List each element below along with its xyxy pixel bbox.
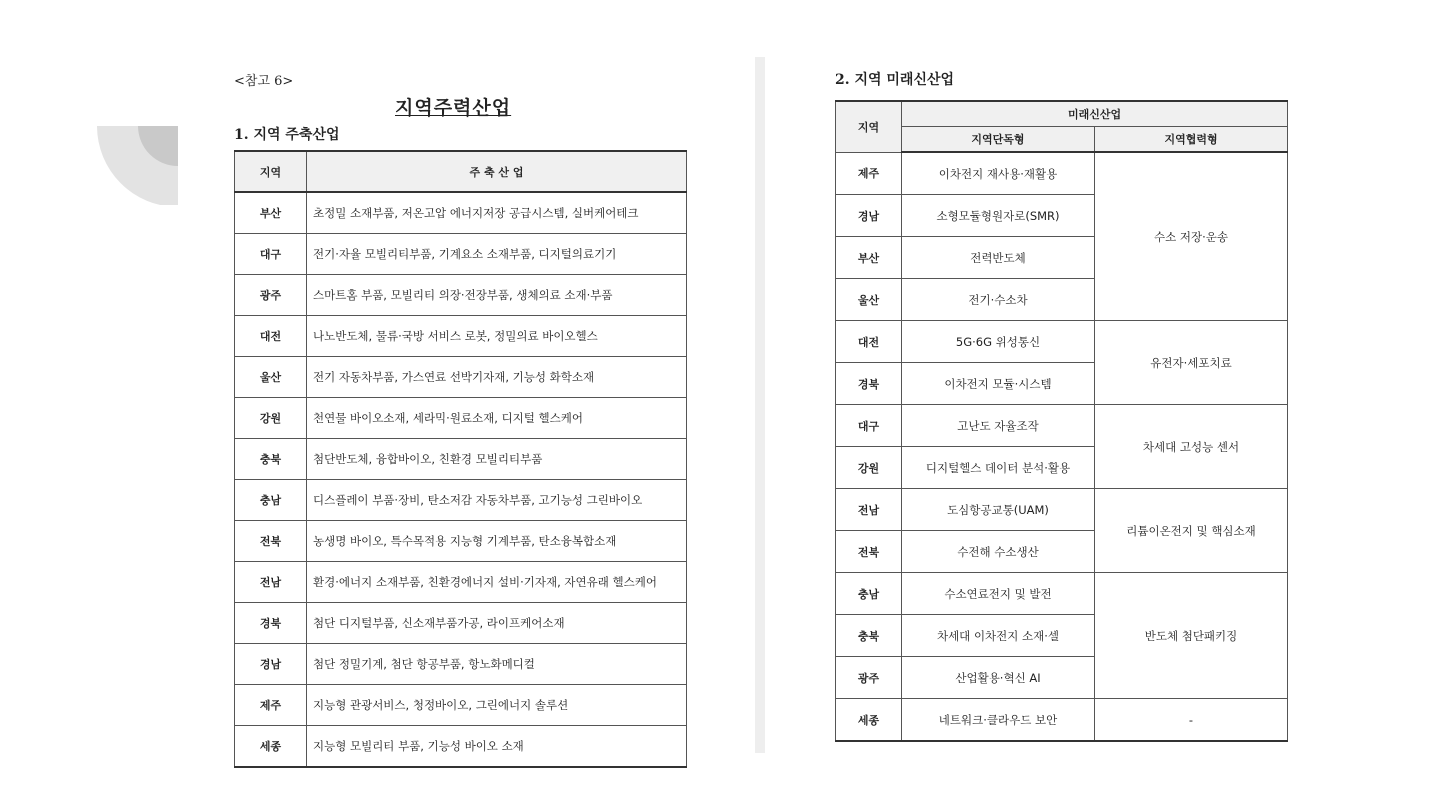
- region-cell: 부산: [836, 237, 902, 279]
- single-type-cell: 고난도 자율조작: [902, 405, 1095, 447]
- region-cell: 전북: [836, 531, 902, 573]
- region-cell: 경북: [836, 363, 902, 405]
- industries-cell: 나노반도체, 물류·국방 서비스 로봇, 정밀의료 바이오헬스: [307, 316, 687, 357]
- cooperative-type-cell: 수소 저장·운송: [1095, 152, 1288, 321]
- cooperative-type-cell: -: [1095, 699, 1288, 742]
- page-divider: [755, 57, 765, 753]
- reference-note: <참고 6>: [234, 74, 294, 89]
- region-cell: 울산: [836, 279, 902, 321]
- region-cell: 부산: [235, 192, 307, 234]
- region-cell: 충북: [836, 615, 902, 657]
- table-row: [235, 521, 687, 562]
- region-cell: 경남: [836, 195, 902, 237]
- section-title-future-industries: 2. 지역 미래신산업: [835, 72, 955, 88]
- header-region: 지역: [235, 151, 307, 192]
- table-row: [836, 321, 1288, 363]
- single-type-cell: 디지털헬스 데이터 분석·활용: [902, 447, 1095, 489]
- industries-cell: 첨단 디지털부품, 신소재부품가공, 라이프케어소재: [307, 603, 687, 644]
- region-cell: 강원: [235, 398, 307, 439]
- table-row: [235, 562, 687, 603]
- table-row: [235, 685, 687, 726]
- table-row: [235, 603, 687, 644]
- decorative-circle-shape: [97, 126, 178, 205]
- industries-cell: 천연물 바이오소재, 세라믹·원료소재, 디지털 헬스케어: [307, 398, 687, 439]
- header-region: 지역: [836, 101, 902, 152]
- cooperative-type-cell: 차세대 고성능 센서: [1095, 405, 1288, 489]
- single-type-cell: 네트워크·클라우드 보안: [902, 699, 1095, 742]
- table-header-row: [235, 151, 687, 192]
- table-header-row: [836, 101, 1288, 127]
- cooperative-type-cell: 리튬이온전지 및 핵심소재: [1095, 489, 1288, 573]
- table-row: [836, 152, 1288, 195]
- region-cell: 울산: [235, 357, 307, 398]
- single-type-cell: 수전해 수소생산: [902, 531, 1095, 573]
- region-cell: 광주: [836, 657, 902, 699]
- single-type-cell: 전기·수소차: [902, 279, 1095, 321]
- header-cooperative-type: 지역협력형: [1095, 127, 1288, 153]
- table-row: [235, 234, 687, 275]
- industries-cell: 전기 자동차부품, 가스연료 선박기자재, 기능성 화학소재: [307, 357, 687, 398]
- future-industries-table: [835, 100, 1288, 742]
- table-row: [235, 726, 687, 768]
- table-row: [836, 405, 1288, 447]
- region-cell: 전남: [235, 562, 307, 603]
- table-row: [235, 644, 687, 685]
- single-type-cell: 이차전지 재사용·재활용: [902, 152, 1095, 195]
- region-cell: 세종: [235, 726, 307, 768]
- industries-cell: 초정밀 소재부품, 저온고압 에너지저장 공급시스템, 실버케어테크: [307, 192, 687, 234]
- single-type-cell: 소형모듈형원자로(SMR): [902, 195, 1095, 237]
- table-row: [836, 489, 1288, 531]
- table-row: [235, 275, 687, 316]
- single-type-cell: 도심항공교통(UAM): [902, 489, 1095, 531]
- industries-cell: 디스플레이 부품·장비, 탄소저감 자동차부품, 고기능성 그린바이오: [307, 480, 687, 521]
- region-cell: 광주: [235, 275, 307, 316]
- table-row: [235, 480, 687, 521]
- table-subheader-row: [836, 127, 1288, 153]
- main-industries-table: [234, 150, 687, 768]
- section-title-main-industries: 1. 지역 주축산업: [234, 127, 340, 143]
- cooperative-type-cell: 반도체 첨단패키징: [1095, 573, 1288, 699]
- region-cell: 대전: [836, 321, 902, 363]
- region-cell: 제주: [235, 685, 307, 726]
- region-cell: 강원: [836, 447, 902, 489]
- industries-cell: 농생명 바이오, 특수목적용 지능형 기계부품, 탄소융복합소재: [307, 521, 687, 562]
- industries-cell: 첨단 정밀기계, 첨단 항공부품, 항노화메디컬: [307, 644, 687, 685]
- industries-cell: 첨단반도체, 융합바이오, 친환경 모빌리티부품: [307, 439, 687, 480]
- region-cell: 세종: [836, 699, 902, 742]
- region-cell: 전북: [235, 521, 307, 562]
- region-cell: 대구: [836, 405, 902, 447]
- table-row: [836, 699, 1288, 742]
- single-type-cell: 산업활용·혁신 AI: [902, 657, 1095, 699]
- region-cell: 전남: [836, 489, 902, 531]
- single-type-cell: 수소연료전지 및 발전: [902, 573, 1095, 615]
- table-row: [235, 439, 687, 480]
- industries-cell: 스마트홈 부품, 모빌리티 의장·전장부품, 생체의료 소재·부품: [307, 275, 687, 316]
- single-type-cell: 차세대 이차전지 소재·셀: [902, 615, 1095, 657]
- industries-cell: 지능형 모빌리티 부품, 기능성 바이오 소재: [307, 726, 687, 768]
- page-title: 지역주력산업: [395, 97, 512, 119]
- region-cell: 대전: [235, 316, 307, 357]
- industries-cell: 전기·자율 모빌리티부품, 기계요소 소재부품, 디지털의료기기: [307, 234, 687, 275]
- table-row: [235, 316, 687, 357]
- region-cell: 충북: [235, 439, 307, 480]
- region-cell: 경북: [235, 603, 307, 644]
- cooperative-type-cell: 유전자·세포치료: [1095, 321, 1288, 405]
- region-cell: 충남: [836, 573, 902, 615]
- region-cell: 충남: [235, 480, 307, 521]
- region-cell: 경남: [235, 644, 307, 685]
- table-row: [235, 357, 687, 398]
- region-cell: 제주: [836, 152, 902, 195]
- single-type-cell: 이차전지 모듈·시스템: [902, 363, 1095, 405]
- table-row: [235, 192, 687, 234]
- header-future-industries: 미래신산업: [902, 101, 1288, 127]
- left-page: [205, 57, 755, 753]
- header-industries: 주 축 산 업: [307, 151, 687, 192]
- right-page: [765, 57, 1305, 753]
- industries-cell: 지능형 관광서비스, 청정바이오, 그린에너지 솔루션: [307, 685, 687, 726]
- region-cell: 대구: [235, 234, 307, 275]
- single-type-cell: 5G·6G 위성통신: [902, 321, 1095, 363]
- table-row: [836, 573, 1288, 615]
- table-row: [235, 398, 687, 439]
- single-type-cell: 전력반도체: [902, 237, 1095, 279]
- header-single-region-type: 지역단독형: [902, 127, 1095, 153]
- industries-cell: 환경·에너지 소재부품, 친환경에너지 설비·기자재, 자연유래 헬스케어: [307, 562, 687, 603]
